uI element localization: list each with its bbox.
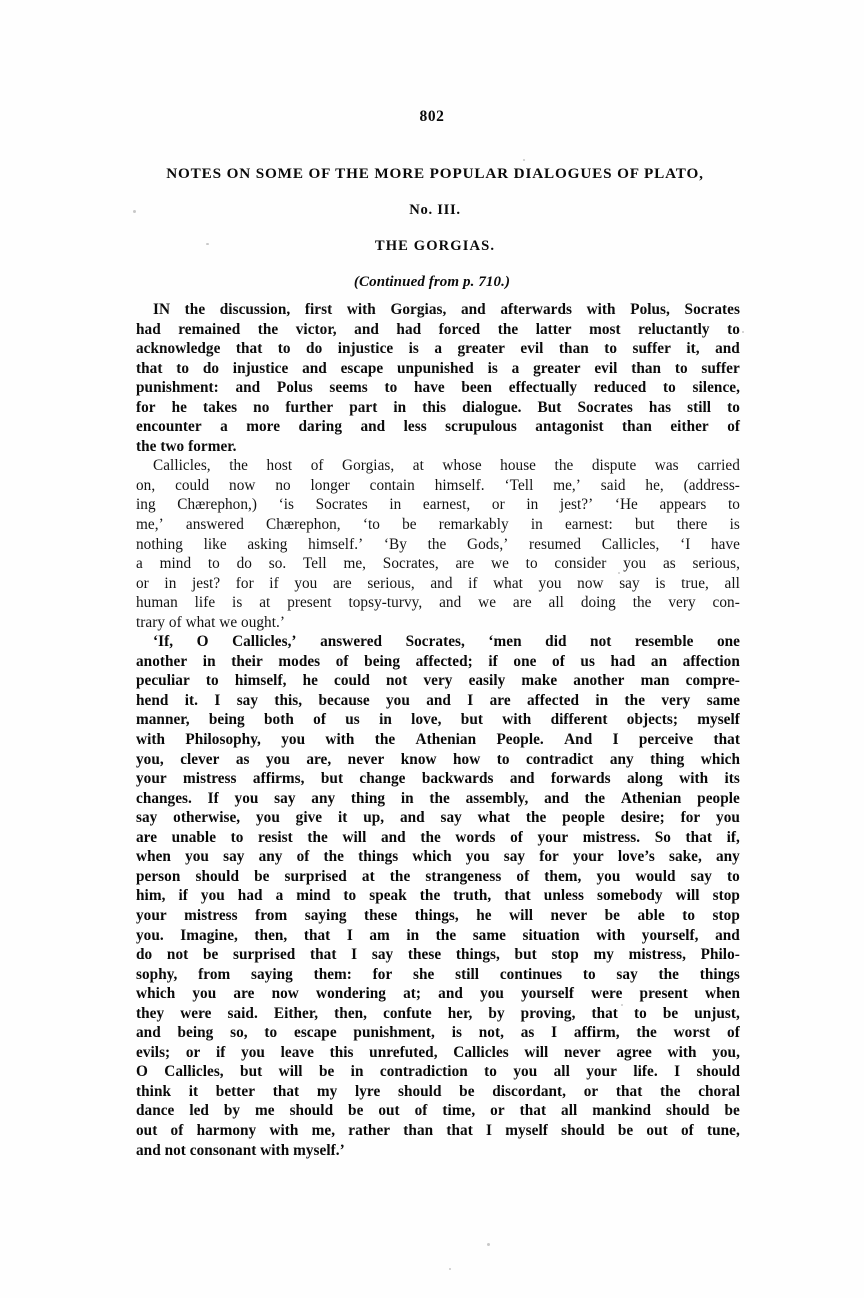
text-line: dance led by me should be out of time, or that all mankind should be: [136, 1102, 740, 1120]
text-line: peculiar to himself, he could not very easily make another man compre-: [136, 672, 740, 690]
page-headings: [0, 165, 864, 291]
scan-speck: [742, 331, 744, 333]
text-line: Callicles, the host of Gorgias, at whose house the dispute was carried: [153, 457, 740, 475]
text-line: acknowledge that to do injustice is a greater evil than to suffer it, and: [136, 340, 740, 358]
text-line: a mind to do so. Tell me, Socrates, are we to consider you as serious,: [136, 555, 740, 573]
text-line: hend it. I say this, because you and I are affected in the very same: [136, 691, 740, 709]
text-line: you. Imagine, then, that I am in the same situation with yourself, and: [136, 926, 740, 944]
text-line: had remained the victor, and had forced the latter most reluctantly to: [136, 320, 740, 338]
text-line: ‘If, O Callicles,’ answered Socrates, ‘men did not resemble one: [153, 633, 740, 651]
paragraph-1: [136, 300, 740, 456]
text-line: out of harmony with me, rather than that I myself should be out of tune,: [136, 1121, 740, 1139]
page-folio-number: 802: [419, 108, 445, 125]
text-line: the two former.: [136, 437, 237, 455]
text-line: encounter a more daring and less scrupulous antagonist than either of: [136, 418, 740, 436]
text-line: they were said. Either, then, confute her, by proving, that to be unjust,: [136, 1004, 740, 1022]
scan-speck: [618, 572, 620, 574]
text-line: punishment: and Polus seems to have been effectually reduced to silence,: [136, 379, 740, 397]
text-line: say otherwise, you give it up, and say what the people desire; for you: [136, 809, 740, 827]
scan-speck: [621, 1004, 623, 1006]
text-line: are unable to resist the will and the words of your mistress. So that if,: [136, 828, 740, 846]
text-line: you, clever as you are, never know how to contradict any thing which: [136, 750, 740, 768]
text-line: O Callicles, but will be in contradiction to you all your life. I should: [136, 1063, 740, 1081]
continued-from-note: (Continued from p. 710.): [353, 274, 511, 290]
text-line: person should be surprised at the strangeness of them, you would say to: [136, 867, 740, 885]
text-line: your mistress from saying these things, he will never be able to stop: [136, 906, 740, 924]
article-body: [136, 300, 740, 1160]
text-line: and not consonant with myself.’: [136, 1141, 345, 1159]
text-line: another in their modes of being affected; if one of us had an affection: [136, 652, 740, 670]
text-line: or in jest? for if you are serious, and if what you now say is true, all: [136, 574, 740, 592]
scan-speck: [523, 159, 525, 161]
paragraph-3: [136, 632, 740, 1160]
text-line: your mistress affirms, but change backwards and forwards along with its: [136, 770, 740, 788]
text-line: which you are now wondering at; and you yourself were present when: [136, 985, 740, 1003]
text-line: manner, being both of us in love, but with different objects; myself: [136, 711, 740, 729]
text-line: and being so, to escape punishment, is not, as I affirm, the worst of: [136, 1024, 740, 1042]
text-line: human life is at present topsy-turvy, and we are all doing the very con-: [136, 594, 740, 612]
scan-speck: [449, 1268, 451, 1270]
text-line: him, if you had a mind to speak the truth, that unless somebody will stop: [136, 887, 740, 905]
text-line: do not be surprised that I say these things, but stop my mistress, Philo-: [136, 946, 740, 964]
text-line: ing Chærephon,) ‘is Socrates in earnest, or in jest?’ ‘He appears to: [136, 496, 740, 514]
scan-speck: [206, 243, 209, 245]
text-line: for he takes no further part in this dialogue. But Socrates has still to: [136, 398, 740, 416]
text-line: nothing like asking himself.’ ‘By the Gods,’ resumed Callicles, ‘I have: [136, 535, 740, 553]
text-line: changes. If you say any thing in the assembly, and the Athenian people: [136, 789, 740, 807]
article-number: No. III.: [409, 202, 461, 218]
text-line: me,’ answered Chærephon, ‘to be remarkably in earnest: but there is: [136, 516, 740, 534]
scan-speck: [487, 1243, 490, 1246]
article-title: NOTES ON SOME OF THE MORE POPULAR DIALOGUES OF PLATO,: [166, 165, 704, 182]
text-line: with Philosophy, you with the Athenian People. And I perceive that: [136, 731, 740, 749]
dialogue-title: THE GORGIAS.: [374, 238, 496, 254]
text-line: that to do injustice and escape unpunished is a greater evil than to suffer: [136, 359, 740, 377]
text-line: when you say any of the things which you say for your love’s sake, any: [136, 848, 740, 866]
text-line: sophy, from saying them: for she still continues to say the things: [136, 965, 740, 983]
text-line: think it better that my lyre should be discordant, or that the choral: [136, 1082, 740, 1100]
text-line: trary of what we ought.’: [136, 613, 285, 631]
paragraph-2: [136, 456, 740, 632]
text-line: on, could now no longer contain himself. ‘Tell me,’ said he, (address-: [136, 476, 740, 494]
scan-speck: [133, 210, 136, 213]
text-line: IN the discussion, first with Gorgias, and afterwards with Polus, Socrates: [153, 301, 740, 318]
text-line: evils; or if you leave this unrefuted, Callicles will never agree with you,: [136, 1043, 740, 1061]
